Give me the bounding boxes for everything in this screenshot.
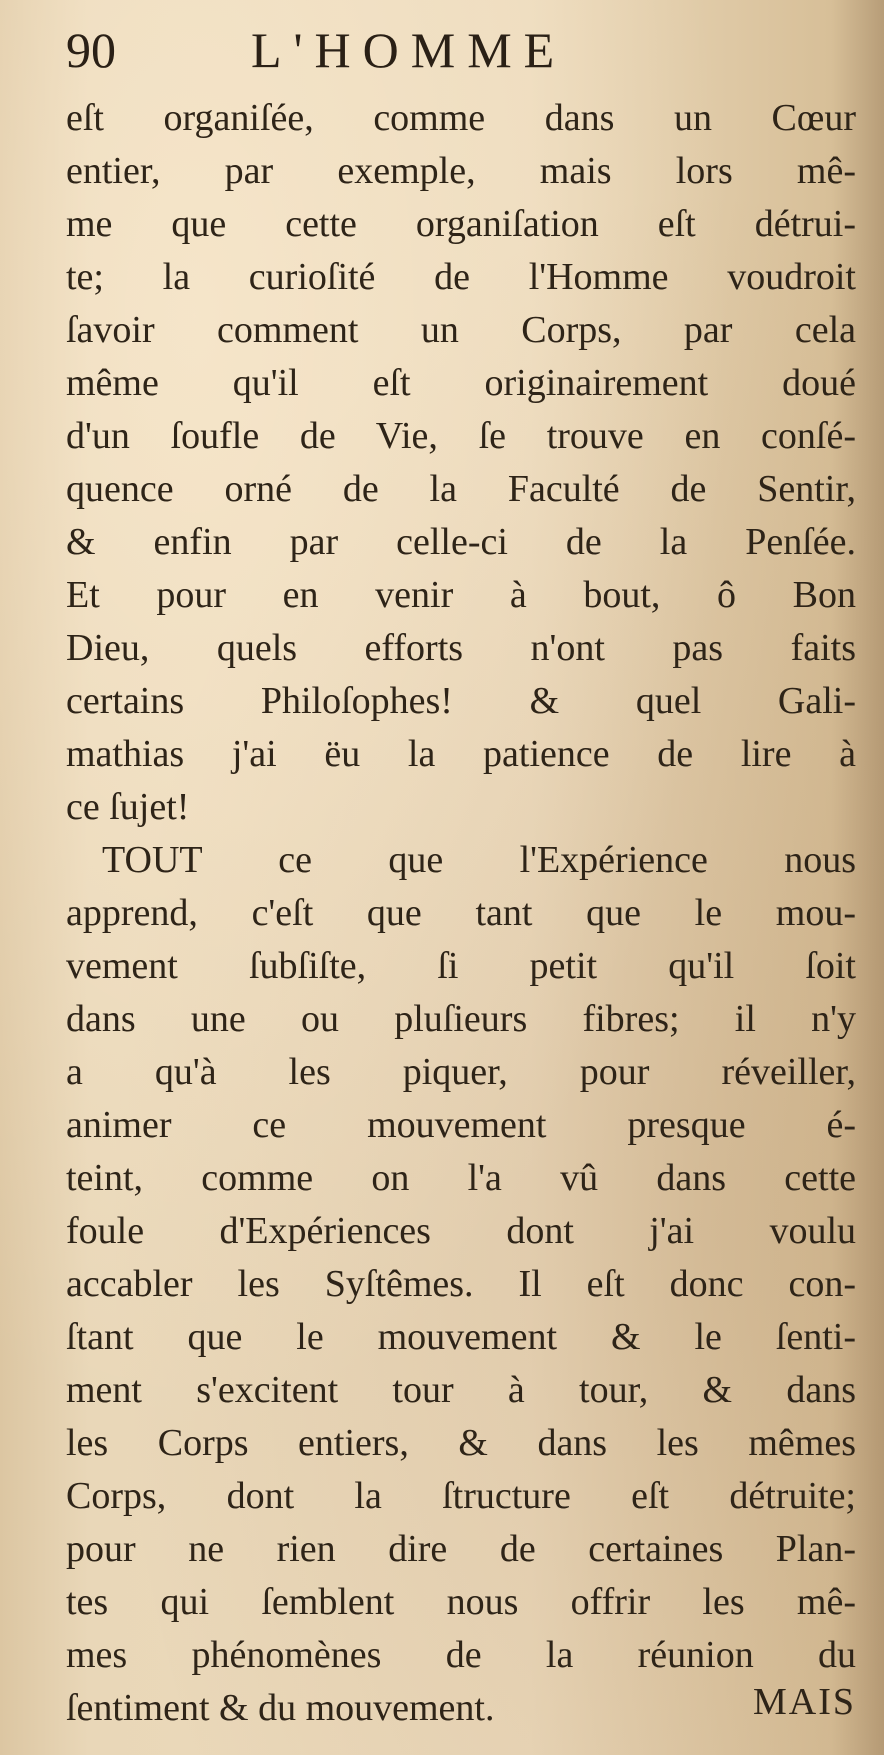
text-line: Et pour en venir à bout, ô Bon [66,574,856,616]
text-line: entier, par exemple, mais lors mê- [66,150,856,192]
text-line: eſt organiſée, comme dans un Cœur [66,97,856,139]
page-number: 90 [66,22,116,78]
text-line: dans une ou pluſieurs fibres; il n'y [66,998,856,1040]
text-line: quence orné de la Faculté de Sentir, [66,468,856,510]
text-line: certains Philoſophes! & quel Gali- [66,680,856,722]
page-header [66,12,866,92]
text-line: d'un ſoufle de Vie, ſe trouve en conſé- [66,415,856,457]
text-line: me que cette organiſation eſt détrui- [66,203,856,245]
paragraph-end-line: ce ſujet! [66,786,190,828]
catchword: MAIS [752,1681,856,1723]
text-line: Corps, dont la ſtructure eſt détruite; [66,1475,856,1517]
text-line: te; la curioſité de l'Homme voudroit [66,256,856,298]
text-line: tes qui ſemblent nous offrir les mê- [66,1581,856,1623]
text-line: a qu'à les piquer, pour réveiller, [66,1051,856,1093]
text-line: mes phénomènes de la réunion du [66,1634,856,1676]
text-line: ſtant que le mouvement & le ſenti- [66,1316,856,1358]
text-line: ment s'excitent tour à tour, & dans [66,1369,856,1411]
paragraph-start-line: TOUT ce que l'Expérience nous [102,839,856,881]
text-line: ſavoir comment un Corps, par cela [66,309,856,351]
text-line: Dieu, quels efforts n'ont pas faits [66,627,856,669]
text-line: mathias j'ai ëu la patience de lire à [66,733,856,775]
running-head: L'HOMME [251,22,567,78]
text-line: foule d'Expériences dont j'ai voulu [66,1210,856,1252]
paragraph-end-line: ſentiment & du mouvement. [66,1687,495,1729]
text-line: même qu'il eſt originairement doué [66,362,856,404]
text-line: animer ce mouvement presque é- [66,1104,856,1146]
text-line: teint, comme on l'a vû dans cette [66,1157,856,1199]
body-text [66,92,856,1735]
text-line: accabler les Syſtêmes. Il eſt donc con- [66,1263,856,1305]
text-line: pour ne rien dire de certaines Plan- [66,1528,856,1570]
text-line: & enfin par celle-ci de la Penſée. [66,521,856,563]
text-line: apprend, c'eſt que tant que le mou- [66,892,856,934]
text-line: vement ſubſiſte, ſi petit qu'il ſoit [66,945,856,987]
text-line: les Corps entiers, & dans les mêmes [66,1422,856,1464]
